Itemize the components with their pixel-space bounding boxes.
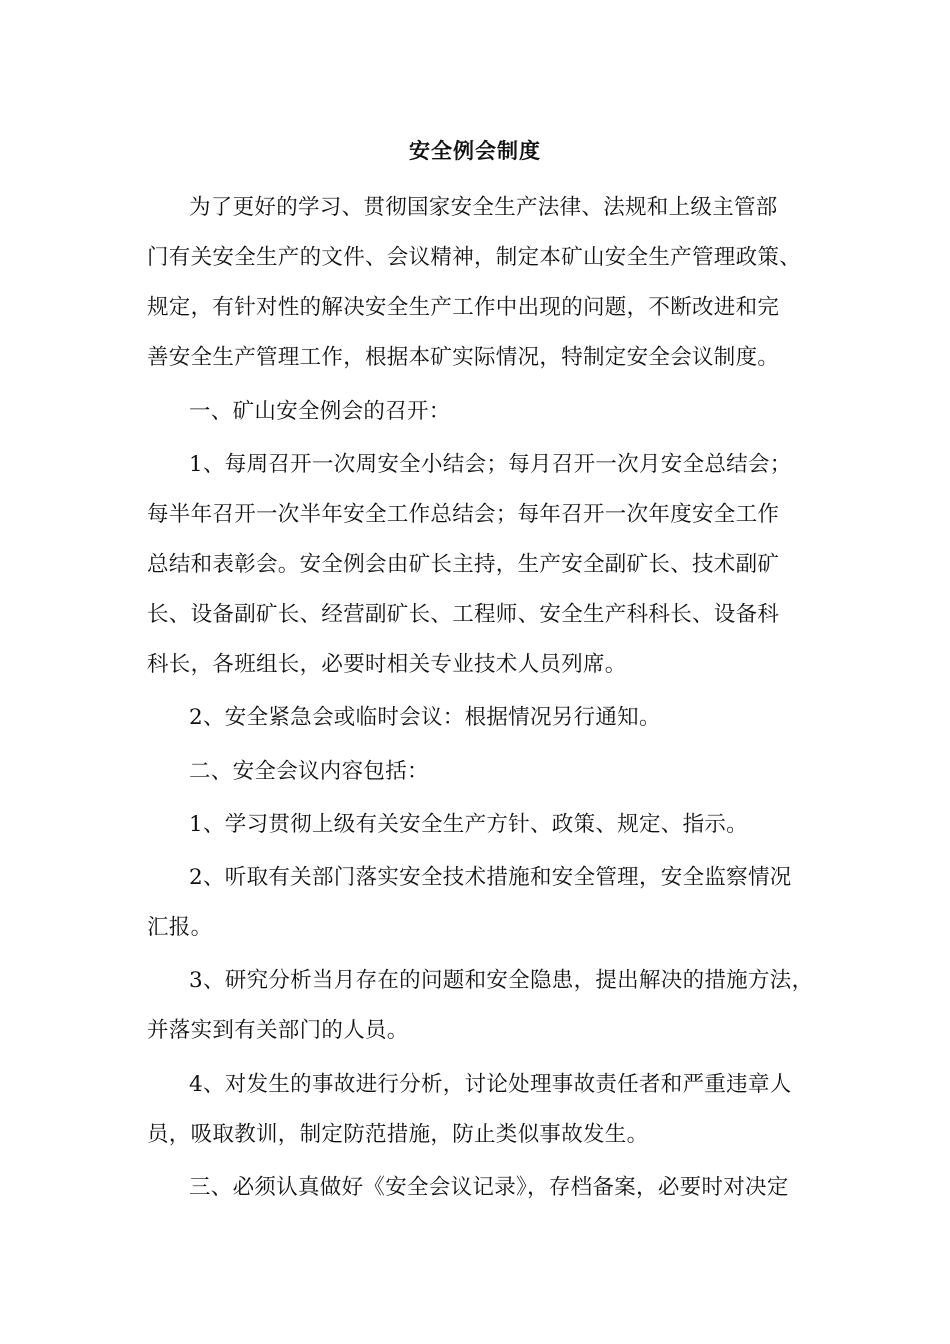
paragraph-line: 3、研究分析当月存在的问题和安全隐患，提出解决的措施方法， [189, 968, 814, 993]
paragraph-line: 员，吸取教训，制定防范措施，防止类似事故发生。 [147, 1122, 649, 1147]
paragraph-line: 总结和表彰会。安全例会由矿长主持，生产安全副矿长、技术副矿 [147, 552, 780, 577]
paragraph-line: 并落实到有关部门的人员。 [147, 1018, 409, 1043]
section-heading: 三、必须认真做好《安全会议记录》，存档备案，必要时对决定 [189, 1175, 789, 1200]
paragraph-line: 每半年召开一次半年安全工作总结会；每年召开一次年度安全工作 [147, 502, 780, 527]
paragraph-line: 善安全生产管理工作，根据本矿实际情况，特制定安全会议制度。 [147, 345, 780, 370]
section-heading: 一、矿山安全例会的召开： [189, 399, 451, 424]
paragraph-line: 汇报。 [147, 915, 213, 940]
section-heading: 二、安全会议内容包括： [189, 759, 429, 784]
paragraph-line: 4、对发生的事故进行分析，讨论处理事故责任者和严重违章人 [189, 1072, 792, 1097]
paragraph-line: 为了更好的学习、贯彻国家安全生产法律、法规和上级主管部 [189, 195, 778, 220]
paragraph-line: 门有关安全生产的文件、会议精神，制定本矿山安全生产管理政策、 [147, 245, 802, 270]
paragraph-line: 2、听取有关部门落实安全技术措施和安全管理，安全监察情况 [189, 865, 792, 890]
paragraph-line: 1、每周召开一次周安全小结会；每月召开一次月安全总结会； [189, 452, 792, 477]
paragraph-line: 长、设备副矿长、经营副矿长、工程师、安全生产科科长、设备科 [147, 602, 780, 627]
paragraph-line: 规定，有针对性的解决安全生产工作中出现的问题，不断改进和完 [147, 295, 780, 320]
document-title: 安全例会制度 [409, 139, 541, 163]
paragraph-line: 科长，各班组长，必要时相关专业技术人员列席。 [147, 652, 627, 677]
paragraph-line: 2、安全紧急会或临时会议：根据情况另行通知。 [189, 705, 661, 730]
paragraph-line: 1、学习贯彻上级有关安全生产方针、政策、规定、指示。 [189, 812, 748, 837]
